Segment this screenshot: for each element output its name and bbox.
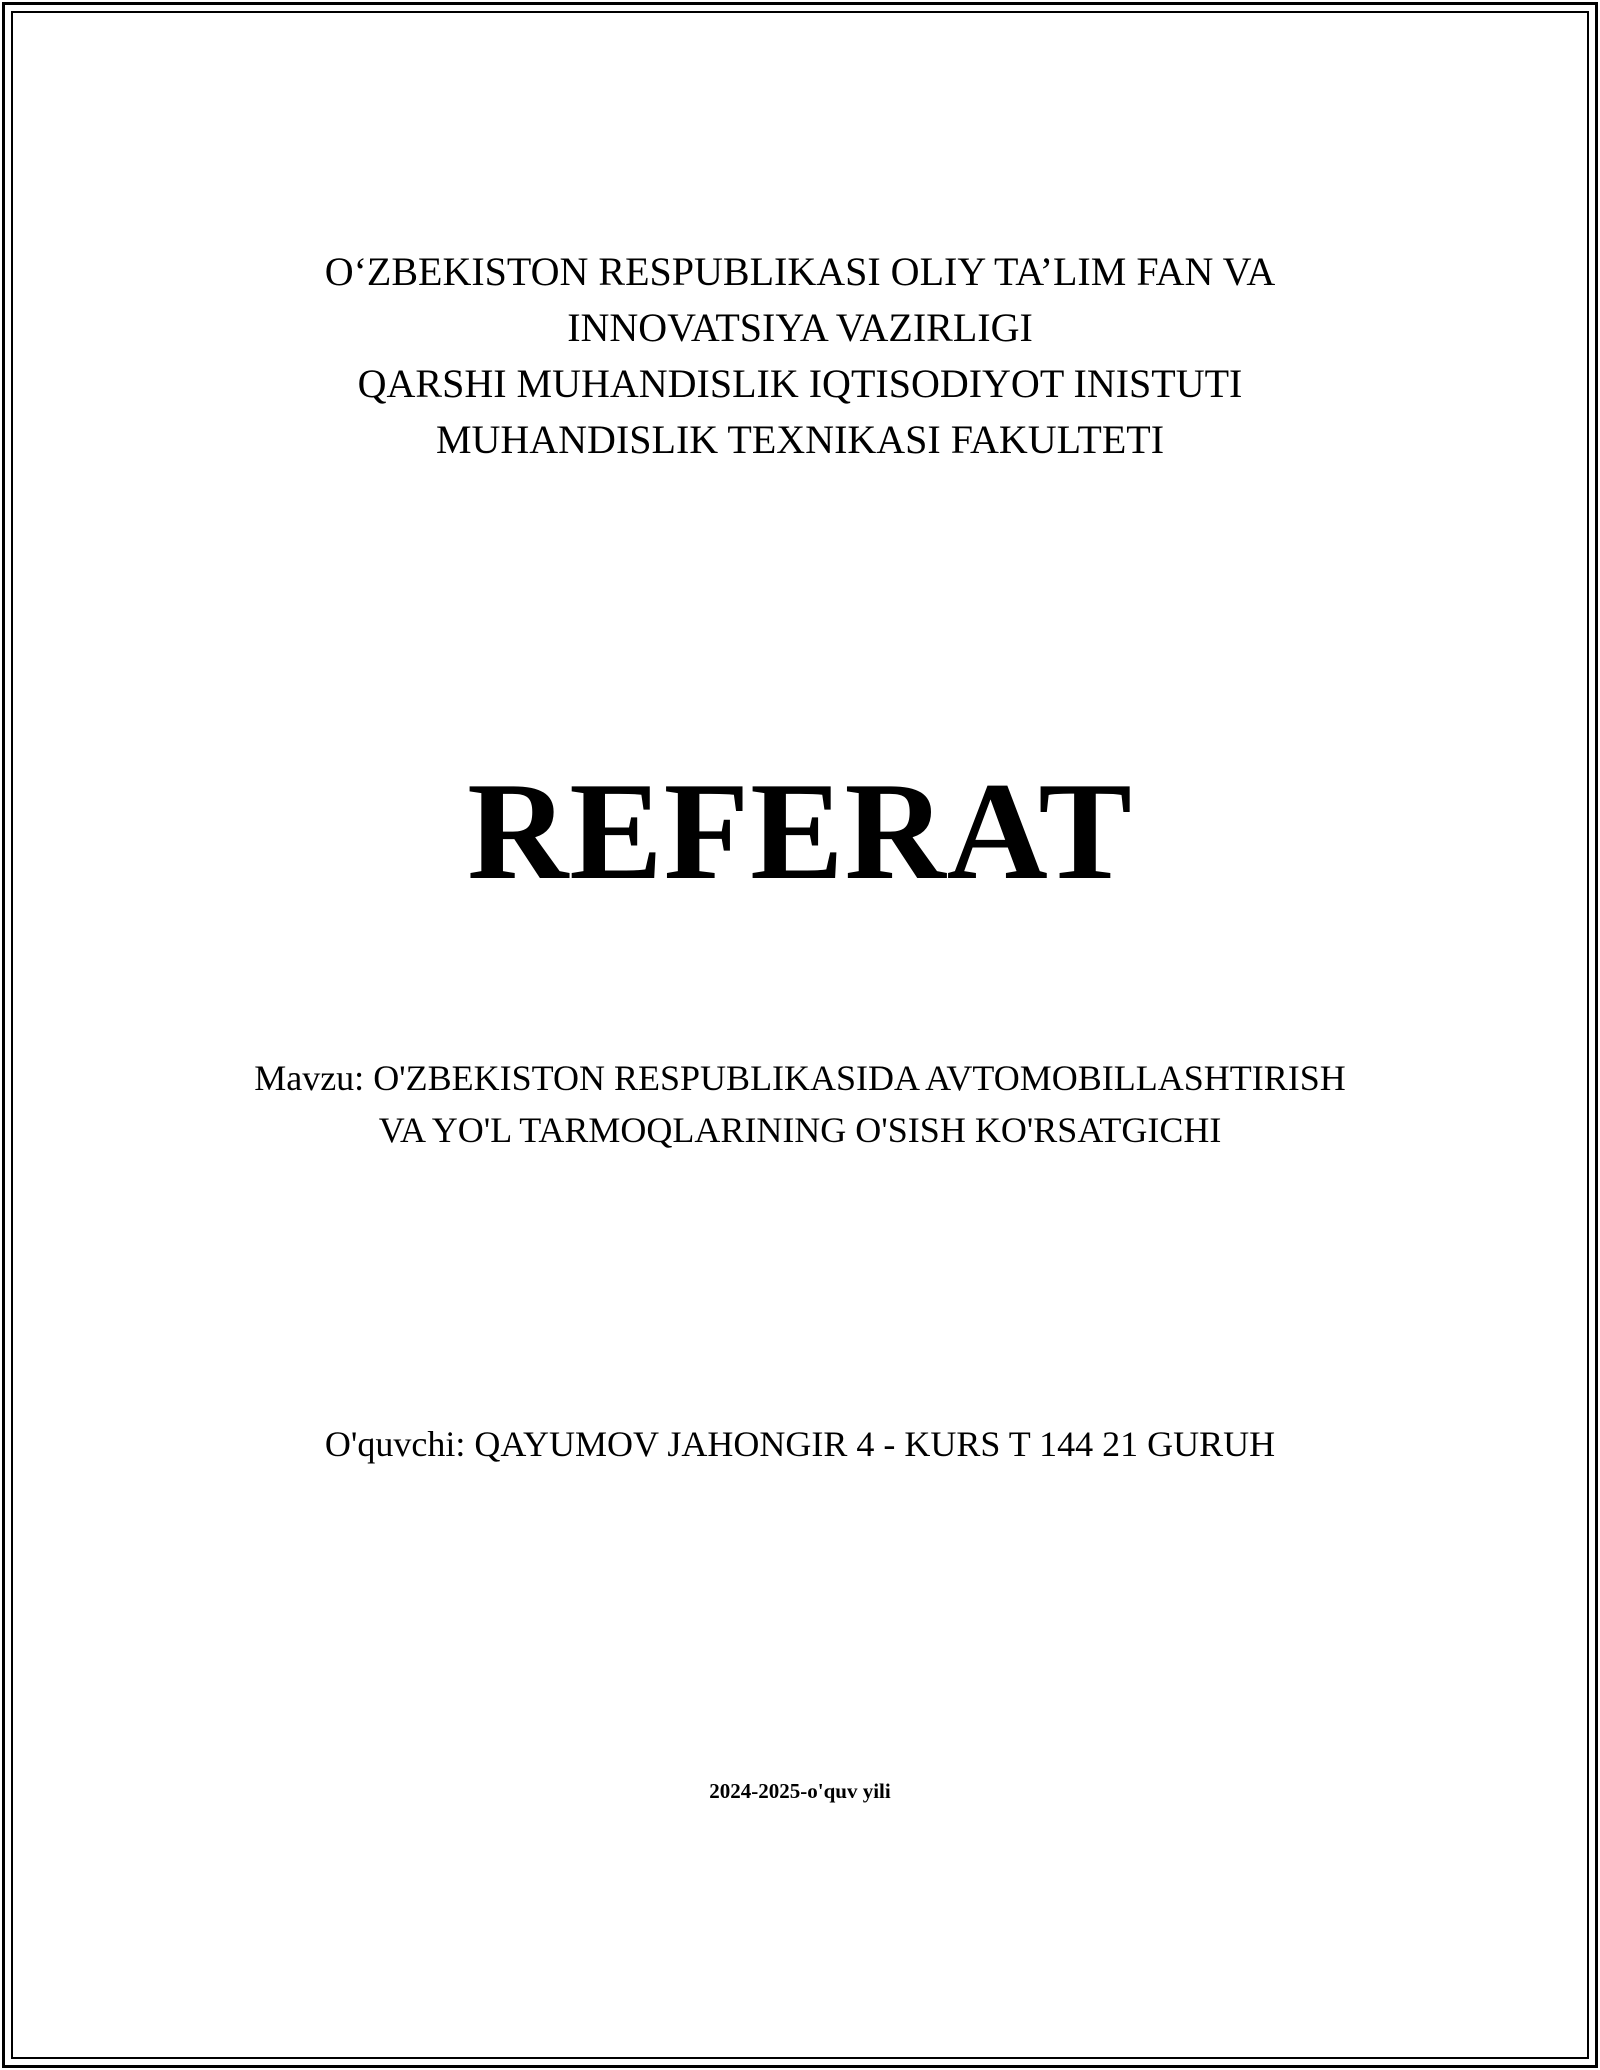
document-title: REFERAT — [467, 754, 1133, 909]
academic-year: 2024-2025-o'quv yili — [709, 1779, 891, 1803]
topic-block — [0, 1052, 1600, 1156]
header-line-faculty: MUHANDISLIK TEXNIKASI FAKULTETI — [435, 417, 1165, 462]
header-line-institute: QARSHI MUHANDISLIK IQTISODIYOT INISTUTI — [357, 361, 1243, 406]
student-info: O'quvchi: QAYUMOV JAHONGIR 4 - KURS T 144 21 GURUH — [324, 1424, 1276, 1464]
topic-line-2: VA YO'L TARMOQLARINING O'SISH KO'RSATGICHI — [378, 1110, 1222, 1150]
institution-header — [0, 244, 1600, 468]
header-line-ministry-1: O‘ZBEKISTON RESPUBLIKASI OLIY TA’LIM FAN VA — [324, 249, 1276, 294]
topic-line-1: Mavzu: O'ZBEKISTON RESPUBLIKASIDA AVTOMOBILLASHTIRISH — [254, 1058, 1346, 1098]
header-line-ministry-2: INNOVATSIYA VAZIRLIGI — [567, 305, 1033, 350]
